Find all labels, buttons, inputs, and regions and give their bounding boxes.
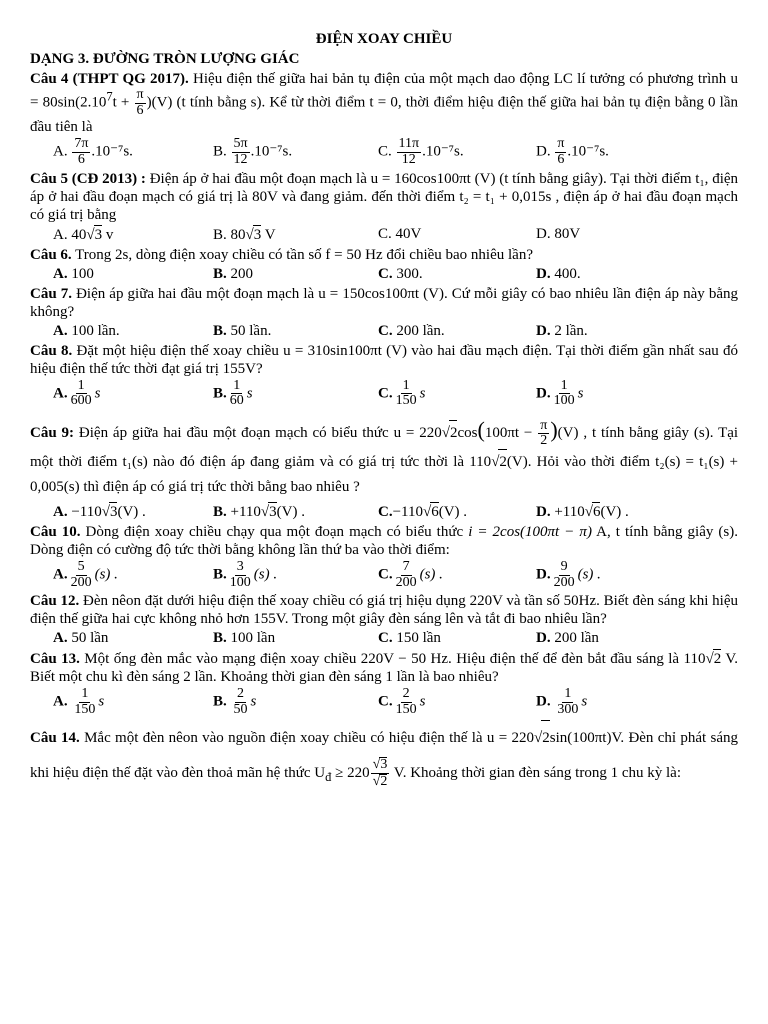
option-b[interactable]: B. +110√3(V) . — [213, 503, 305, 520]
option-a[interactable]: A. $\frac{1}{150}$ s — [53, 686, 105, 717]
answer-options — [30, 137, 738, 167]
option-a[interactable]: A. 100 — [53, 265, 94, 282]
sqrt-sign: √ — [441, 425, 450, 442]
option-d[interactable]: D. $\frac{9}{200}$ (s) . — [536, 558, 601, 590]
question-number: Câu 4 (THPT QG 2017). — [30, 71, 189, 87]
question-number: Câu 6. — [30, 246, 72, 263]
option-d[interactable]: D. 400. — [536, 265, 581, 282]
section-heading: DẠNG 3. ĐƯỜNG TRÒN LƯỢNG GIÁC — [30, 51, 300, 67]
fraction: $\frac{√3}{√2}$ — [372, 757, 388, 789]
question-number: Câu 5 (CĐ 2013) : — [30, 170, 146, 187]
option-b[interactable]: B. $\frac{3}{100}$ (s) . — [213, 558, 278, 590]
question-number: Câu 13. — [30, 651, 80, 668]
option-a[interactable]: A. 40√3 v — [53, 226, 114, 243]
answer-options — [30, 379, 738, 409]
option-a[interactable]: A. 50 lần — [53, 630, 109, 647]
option-b[interactable]: B. 100 lần — [213, 630, 276, 647]
sqrt-sign: √ — [86, 226, 95, 243]
sqrt-sign: √ — [491, 453, 500, 470]
answer-options — [30, 265, 738, 283]
option-d[interactable]: D. 2 lần. — [536, 322, 588, 339]
question-number: Câu 14. — [30, 729, 80, 746]
fraction: $\frac{\pi}{6}$ — [136, 87, 144, 118]
option-d[interactable]: D. 80V — [536, 225, 581, 242]
option-c[interactable]: C. 300. — [378, 265, 423, 282]
answer-options — [30, 225, 738, 244]
question-13: Câu 13. Một ống đèn mắc vào mạng điện xoay chiều 220V − 50 Hz. Hiệu điện thế để đèn bắt đầu sáng là 110√2 V. Biết một chu kì đèn sáng 2 lần. Khoảng thời gian đèn sáng 1 lần là bao nhiêu? — [30, 651, 738, 686]
question-6: Câu 6. Trong 2s, dòng điện xoay chiều có tần số f = 50 Hz đổi chiều bao nhiêu lần? — [30, 246, 533, 263]
sqrt-sign: √ — [705, 651, 714, 668]
question-10: Câu 10. Dòng điện xoay chiều chạy qua một đoạn mạch có biểu thức i = 2cos(100πt − π) A, t tính bằng giây (s). Dòng điện có cường độ tức thời bằng không lần thứ ba vào thời điểm: — [30, 523, 738, 558]
option-c[interactable]: C. $\frac{11\pi}{12}$ .10⁻⁷s. — [378, 136, 464, 168]
option-d[interactable]: D. $\frac{1}{300}$ s — [536, 686, 588, 717]
option-d[interactable]: D. 200 lần — [536, 630, 599, 647]
question-number: Câu 10. — [30, 523, 81, 540]
option-b[interactable]: B. 50 lần. — [213, 322, 272, 339]
sqrt-sign: √ — [372, 757, 381, 773]
option-a[interactable]: A. 100 lần. — [53, 322, 120, 339]
answer-options — [30, 502, 738, 521]
question-4: Câu 4 (THPT QG 2017). Hiệu điện thế giữa hai bản tụ điện của một mạch dao động LC lí tưởng có phương trình $u = 80\sin(2.10^7t$ + $\frac{\pi}{6}$ )(V) (t tính bằng s). Kể từ thời điểm t = 0, thời điểm hiệu điện thế giữa hai bản tụ điện bằng 0 lần đầu tiên là — [30, 71, 738, 136]
option-c[interactable]: C. 40V — [378, 225, 422, 242]
option-b[interactable]: B. $\frac{1}{60}$ s — [213, 377, 253, 409]
option-a[interactable]: A. $\frac{7\pi}{6}$ .10⁻⁷s. — [53, 136, 133, 168]
sqrt-sign: √ — [534, 729, 543, 746]
option-a[interactable]: A. $\frac{5}{200}$ (s) . — [53, 558, 118, 590]
answer-options — [30, 560, 738, 590]
question-number: Câu 9: — [30, 425, 75, 442]
answer-options — [30, 687, 738, 717]
page-title: ĐIỆN XOAY CHIỀU — [315, 31, 453, 47]
question-8: Câu 8. Đặt một hiệu điện thế xoay chiều u = 310sin100πt (V) vào hai đầu mạch điện. Tại thời điểm gần nhất sau đó hiệu điện thế tức thời đạt giá trị 155V? — [30, 342, 739, 377]
answer-options — [30, 322, 738, 340]
option-b[interactable]: B. 80√3 V — [213, 226, 276, 243]
question-number: Câu 12. — [30, 593, 80, 610]
option-c[interactable]: C. 200 lần. — [378, 322, 445, 339]
sqrt-sign: √ — [101, 503, 110, 520]
question-9: Câu 9: Điện áp giữa hai đầu một đoạn mạch có biểu thức u = 220√2cos(100πt − $\frac{\pi}{2}$ )(V) , t tính bằng giây (s). Tại một thời điểm t₁(s) nào đó điện áp đang giảm và có giá trị tức thời là 110√2(V). Hỏi vào thời điểm t₂(s) = t₁(s) + 0,005(s) thì điện áp có giá trị tức thời bằng bao nhiêu ? — [30, 417, 739, 496]
sqrt-sign: √ — [245, 226, 254, 243]
option-c[interactable]: C. 150 lần — [378, 630, 441, 647]
question-number: Câu 7. — [30, 285, 72, 302]
question-number: Câu 8. — [30, 342, 73, 359]
option-b[interactable]: B. $\frac{2}{50}$ s — [213, 686, 257, 717]
sqrt-sign: √ — [372, 773, 381, 789]
question-12: Câu 12. Đèn nêon đặt dưới hiệu điện thế xoay chiều có giá trị hiệu dụng 220V và tần số 50Hz. Biết đèn sáng khi hiệu điện thế giữa hai cực không nhỏ hơn 155V. Trong một giây đèn sáng lên và tắt đi bao nhiêu lần? — [30, 593, 738, 628]
question-7: Câu 7. Điện áp giữa hai đầu một đoạn mạch là u = 150cos100πt (V). Cứ mỗi giây có bao nhiêu lần điện áp này bằng không? — [30, 285, 738, 320]
fraction: $\frac{\pi}{2}$ — [540, 417, 548, 449]
option-b[interactable]: B. 200 — [213, 265, 254, 282]
option-c[interactable]: C. $\frac{2}{150}$ s — [378, 686, 426, 717]
answer-options — [30, 629, 738, 647]
sqrt-sign: √ — [584, 503, 593, 520]
question-5: Câu 5 (CĐ 2013) : Điện áp ở hai đầu một đoạn mạch là u = 160cos100πt (V) (t tính bằng giây). Tại thời điểm t₁, điện áp ở hai đầu đoạn mạch có giá trị là 80V và đang giảm. đến thời điểm t₂ = t₁ + 0,015s , điện áp ở hai đầu đoạn mạch có giá trị bằng — [30, 170, 739, 223]
option-d[interactable]: D. $\frac{1}{100}$ s — [536, 377, 584, 409]
option-a[interactable]: A. $\frac{1}{600}$ s — [53, 377, 101, 409]
option-c[interactable]: C. $\frac{1}{150}$ s — [378, 377, 426, 409]
option-c[interactable]: C.−110√6(V) . — [378, 503, 468, 520]
sqrt-sign: √ — [423, 503, 432, 520]
option-c[interactable]: C. $\frac{7}{200}$ (s) . — [378, 558, 443, 590]
option-a[interactable]: A. −110√3(V) . — [53, 503, 146, 520]
option-d[interactable]: D. $\frac{\pi}{6}$ .10⁻⁷s. — [536, 136, 609, 168]
option-b[interactable]: B. $\frac{5\pi}{12}$ .10⁻⁷s. — [213, 136, 293, 168]
sqrt-sign: √ — [260, 503, 270, 520]
option-d[interactable]: D. +110√6(V) . — [536, 503, 629, 520]
question-14: Câu 14. Mắc một đèn nêon vào nguồn điện xoay chiều có hiệu điện thế là u = 220√2sin(100πt)V. Đèn chỉ phát sáng khi hiệu điện thế đặt vào đèn thoả mãn hệ thức $U_đ \ge 220$ $\frac{√3}{√2}$ V. Khoảng thời gian đèn sáng trong 1 chu kỳ là: — [30, 720, 738, 793]
